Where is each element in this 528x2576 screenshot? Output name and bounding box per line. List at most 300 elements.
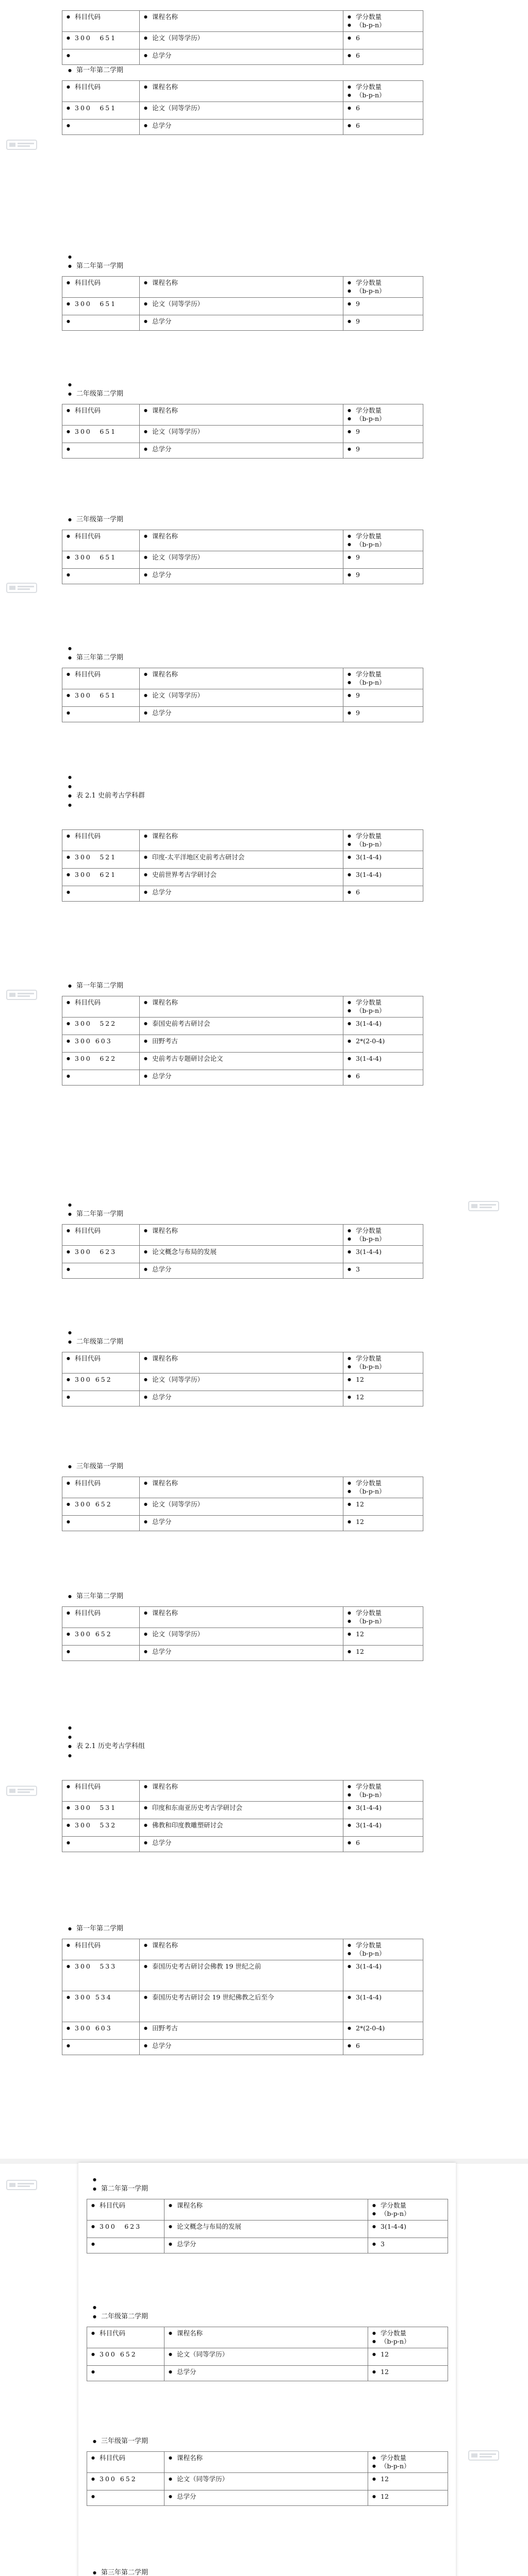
course-credits: ● 3(1-4-4): [343, 1246, 423, 1263]
semester-heading: [87, 2437, 448, 2446]
table-row: [87, 2221, 448, 2238]
total-row: [62, 886, 423, 902]
course-name: ● 泰国历史考古研讨会佛教 19 世纪之前: [140, 1960, 343, 1991]
spacer-bullet: [62, 773, 423, 782]
course-name: ● 论文（同等学历）: [140, 1628, 343, 1646]
course-credits: ● 12: [343, 1391, 423, 1406]
table-row: [62, 32, 423, 49]
course-code: ● 300 603: [62, 2022, 140, 2040]
table-row: [62, 1628, 423, 1646]
credits-header: ● 学分数量 ● （b-p-n）: [343, 668, 423, 689]
course-credits: ● 9: [343, 551, 423, 569]
semester-heading: [62, 66, 423, 75]
credits-header: ● 学分数量 ● （b-p-n）: [343, 404, 423, 426]
semester-title: ● 二年级第二学期: [62, 389, 423, 399]
course-code: ● 300 651: [62, 551, 140, 569]
spacer-bullet: [87, 2175, 448, 2184]
course-credits: ● 3: [343, 1263, 423, 1279]
name-header: ● 课程名称: [140, 530, 343, 551]
semester-section: [62, 1592, 423, 1661]
course-name: ● 史前考古专题研讨会论文: [140, 1053, 343, 1070]
watermark-logo: [6, 139, 37, 150]
course-table: [62, 829, 423, 902]
name-header: ● 课程名称: [140, 1352, 343, 1374]
total-row: [62, 1391, 423, 1406]
semester-heading: [62, 515, 423, 524]
name-header: ● 课程名称: [140, 277, 343, 298]
course-credits: ● 3(1-4-4): [343, 1018, 423, 1035]
code-header: ● 科目代码: [62, 404, 140, 426]
total-row: [62, 2040, 423, 2055]
course-code: ● 300 531: [62, 1802, 140, 1819]
table-row: [62, 1498, 423, 1516]
spacer-bullet: [62, 1723, 423, 1733]
credits-header: ● 学分数量 ● （b-p-n）: [368, 2199, 448, 2221]
semester-heading: [87, 2175, 448, 2194]
course-name: ● 论文（同等学历）: [140, 551, 343, 569]
course-code: ● 300 622: [62, 1053, 140, 1070]
name-header: ● 课程名称: [140, 1781, 343, 1802]
spacer-bullet: [62, 380, 423, 389]
table-row: [62, 1053, 423, 1070]
course-credits: ● 6: [343, 120, 423, 135]
spacer-bullet: [62, 801, 423, 810]
course-code: [62, 1837, 140, 1852]
course-credits: ● 6: [343, 32, 423, 49]
name-header: ● 课程名称: [164, 2452, 368, 2473]
total-label: ● 总学分: [140, 2040, 343, 2055]
semester-heading: [62, 644, 423, 663]
course-code: [62, 886, 140, 902]
course-credits: ● 2*(2-0-4): [343, 1035, 423, 1053]
semester-heading: [87, 2303, 448, 2321]
semester-title: ● 三年级第一学期: [87, 2437, 448, 2446]
course-credits: ● 6: [343, 2040, 423, 2055]
course-table: [62, 1780, 423, 1852]
credits-header: ● 学分数量 ● （b-p-n）: [343, 830, 423, 851]
semester-section: [62, 10, 423, 65]
total-label: ● 总学分: [140, 1646, 343, 1661]
semester-title: ● 第二年第一学期: [87, 2184, 448, 2194]
watermark-logo: [468, 1200, 499, 1212]
semester-heading: [62, 1200, 423, 1219]
course-code: [62, 2040, 140, 2055]
semester-heading: [62, 981, 423, 991]
name-header: ● 课程名称: [164, 2327, 368, 2348]
table-header-row: [62, 1225, 423, 1246]
course-credits: ● 9: [343, 298, 423, 315]
course-table: [62, 1939, 423, 2055]
course-code: [62, 1516, 140, 1531]
table-row: [62, 1035, 423, 1053]
table-header-row: [62, 277, 423, 298]
course-code: ● 300 623: [87, 2221, 164, 2238]
total-row: [62, 443, 423, 459]
course-code: ● 300 534: [62, 1991, 140, 2022]
course-name: ● 印度和东南亚历史考古学研讨会: [140, 1802, 343, 1819]
course-credits: ● 12: [343, 1374, 423, 1391]
table-header-row: [62, 404, 423, 426]
spacer-bullet: [62, 782, 423, 791]
total-row: [62, 1837, 423, 1852]
semester-title: ● 第一年第二学期: [62, 1924, 423, 1934]
course-credits: ● 6: [343, 1837, 423, 1852]
semester-title: ● 第三年第二学期: [87, 2568, 448, 2576]
total-label: ● 总学分: [140, 1391, 343, 1406]
table-header-row: [62, 668, 423, 689]
total-label: ● 总学分: [140, 120, 343, 135]
course-name: ● 论文概念与布局的发展: [164, 2221, 368, 2238]
spacer-bullet: [62, 644, 423, 653]
name-header: ● 课程名称: [140, 996, 343, 1018]
course-code: ● 300 533: [62, 1960, 140, 1991]
watermark-logo: [6, 989, 37, 1001]
semester-title: ● 三年级第一学期: [62, 1462, 423, 1471]
course-credits: ● 3(1-4-4): [343, 1991, 423, 2022]
table-row: [62, 1991, 423, 2022]
course-table: [62, 1606, 423, 1661]
semester-heading: [62, 1592, 423, 1601]
semester-heading: [62, 1924, 423, 1934]
table-row: [62, 298, 423, 315]
table-row: [62, 1374, 423, 1391]
table-row: [62, 1802, 423, 1819]
code-header: ● 科目代码: [62, 1477, 140, 1498]
code-header: ● 科目代码: [62, 81, 140, 102]
total-row: [62, 1070, 423, 1086]
course-credits: ● 12: [343, 1628, 423, 1646]
total-label: ● 总学分: [140, 1837, 343, 1852]
semester-section: [62, 66, 423, 135]
table-header-row: [62, 1781, 423, 1802]
semester-section: [62, 1200, 423, 1279]
code-header: ● 科目代码: [87, 2327, 164, 2348]
total-label: ● 总学分: [140, 1516, 343, 1531]
total-label: ● 总学分: [140, 707, 343, 722]
course-credits: ● 12: [368, 2490, 448, 2506]
spacer-bullet: [62, 252, 423, 262]
course-credits: ● 9: [343, 426, 423, 443]
semester-section: [62, 1780, 423, 1852]
course-credits: ● 3(1-4-4): [343, 1960, 423, 1991]
course-name: ● 论文（同等学历）: [140, 426, 343, 443]
code-header: ● 科目代码: [62, 11, 140, 32]
semester-title: ● 二年级第二学期: [87, 2312, 448, 2321]
course-credits: ● 12: [368, 2348, 448, 2366]
total-row: [87, 2238, 448, 2253]
name-header: ● 课程名称: [140, 1607, 343, 1628]
total-label: ● 总学分: [164, 2238, 368, 2253]
total-row: [62, 707, 423, 722]
total-row: [62, 1646, 423, 1661]
course-credits: ● 9: [343, 443, 423, 459]
table-header-row: [62, 1477, 423, 1498]
total-row: [87, 2366, 448, 2381]
group-caption-block: [62, 773, 423, 810]
credits-header: ● 学分数量 ● （b-p-n）: [343, 996, 423, 1018]
course-table: [62, 668, 423, 722]
course-table: [62, 80, 423, 135]
course-credits: ● 3(1-4-4): [343, 1802, 423, 1819]
table-row: [62, 1819, 423, 1837]
code-header: ● 科目代码: [62, 1939, 140, 1960]
semester-heading: [62, 1328, 423, 1347]
table-header-row: [62, 11, 423, 32]
course-table: [62, 1477, 423, 1531]
total-label: ● 总学分: [140, 443, 343, 459]
table-header-row: [62, 81, 423, 102]
name-header: ● 课程名称: [140, 668, 343, 689]
semester-section: [62, 644, 423, 722]
course-code: [62, 315, 140, 331]
semester-title: ● 二年级第二学期: [62, 1337, 423, 1347]
semester-section: [87, 2437, 448, 2506]
code-header: ● 科目代码: [62, 996, 140, 1018]
table-header-row: [62, 1352, 423, 1374]
course-name: ● 论文（同等学历）: [140, 32, 343, 49]
credits-header: ● 学分数量 ● （b-p-n）: [368, 2452, 448, 2473]
total-label: ● 总学分: [140, 569, 343, 584]
total-label: ● 总学分: [140, 1263, 343, 1279]
watermark-logo: [6, 1785, 37, 1797]
course-credits: ● 9: [343, 315, 423, 331]
table-header-row: [87, 2199, 448, 2221]
name-header: ● 课程名称: [140, 404, 343, 426]
name-header: ● 课程名称: [140, 81, 343, 102]
semester-section: [62, 981, 423, 1086]
table-header-row: [62, 1939, 423, 1960]
name-header: ● 课程名称: [140, 830, 343, 851]
course-code: ● 300 522: [62, 1018, 140, 1035]
course-credits: ● 3: [368, 2238, 448, 2253]
course-credits: ● 6: [343, 49, 423, 65]
course-code: [87, 2490, 164, 2506]
course-code: ● 300 651: [62, 689, 140, 707]
course-name: ● 印度-太平洋地区史前考古研讨会: [140, 851, 343, 869]
semester-title: ● 第三年第二学期: [62, 653, 423, 663]
code-header: ● 科目代码: [62, 830, 140, 851]
table-row: [62, 1246, 423, 1263]
course-name: ● 论文（同等学历）: [164, 2473, 368, 2490]
course-code: ● 300 623: [62, 1246, 140, 1263]
semester-heading: [62, 1462, 423, 1471]
table-row: [62, 426, 423, 443]
table-row: [62, 869, 423, 886]
semester-title: ● 第一年第二学期: [62, 66, 423, 75]
course-name: ● 论文（同等学历）: [140, 1498, 343, 1516]
table-header-row: [62, 996, 423, 1018]
total-label: ● 总学分: [140, 886, 343, 902]
credits-header: ● 学分数量 ● （b-p-n）: [343, 1781, 423, 1802]
course-credits: ● 3(1-4-4): [343, 869, 423, 886]
semester-section: [62, 252, 423, 331]
semester-heading: [62, 252, 423, 271]
semester-section: [62, 380, 423, 459]
course-code: ● 300 651: [62, 298, 140, 315]
credits-header: ● 学分数量 ● （b-p-n）: [343, 1939, 423, 1960]
spacer-bullet: [87, 2303, 448, 2312]
course-credits: ● 12: [343, 1498, 423, 1516]
code-header: ● 科目代码: [87, 2452, 164, 2473]
credits-header: ● 学分数量 ● （b-p-n）: [343, 1352, 423, 1374]
name-header: ● 课程名称: [164, 2199, 368, 2221]
total-label: ● 总学分: [140, 1070, 343, 1086]
course-code: [62, 707, 140, 722]
total-row: [62, 1516, 423, 1531]
course-table: [62, 404, 423, 459]
table-row: [87, 2473, 448, 2490]
course-credits: ● 9: [343, 569, 423, 584]
course-name: ● 泰国史前考古研讨会: [140, 1018, 343, 1035]
course-table: [62, 996, 423, 1086]
course-table: [62, 1224, 423, 1279]
course-credits: ● 3(1-4-4): [343, 1053, 423, 1070]
code-header: ● 科目代码: [62, 1607, 140, 1628]
credits-header: ● 学分数量 ● （b-p-n）: [343, 1607, 423, 1628]
course-code: [87, 2238, 164, 2253]
table-row: [62, 551, 423, 569]
semester-section: [62, 829, 423, 902]
course-name: ● 田野考古: [140, 2022, 343, 2040]
total-row: [62, 120, 423, 135]
semester-section: [87, 2568, 448, 2576]
course-code: ● 300 603: [62, 1035, 140, 1053]
code-header: ● 科目代码: [62, 530, 140, 551]
semester-title: ● 第三年第二学期: [62, 1592, 423, 1601]
group-caption-block: [62, 1723, 423, 1760]
course-code: [62, 443, 140, 459]
course-credits: ● 3(1-4-4): [368, 2221, 448, 2238]
spacer-bullet: [62, 1751, 423, 1760]
course-code: [62, 1646, 140, 1661]
credits-header: ● 学分数量 ● （b-p-n）: [368, 2327, 448, 2348]
watermark-logo: [468, 2450, 499, 2461]
semester-section: [87, 2175, 448, 2253]
course-credits: ● 2*(2-0-4): [343, 2022, 423, 2040]
total-label: ● 总学分: [140, 49, 343, 65]
course-credits: ● 6: [343, 886, 423, 902]
spacer-bullet: [62, 1733, 423, 1742]
total-label: ● 总学分: [164, 2490, 368, 2506]
total-row: [62, 569, 423, 584]
course-credits: ● 3(1-4-4): [343, 1819, 423, 1837]
course-code: [62, 1070, 140, 1086]
table-header-row: [62, 530, 423, 551]
course-credits: ● 12: [368, 2473, 448, 2490]
table-row: [62, 851, 423, 869]
table-row: [62, 102, 423, 120]
semester-section: [62, 1462, 423, 1531]
course-table: [62, 1352, 423, 1406]
course-name: ● 论文（同等学历）: [140, 298, 343, 315]
table-header-row: [87, 2452, 448, 2473]
code-header: ● 科目代码: [87, 2199, 164, 2221]
semester-title: ● 第二年第一学期: [62, 1210, 423, 1219]
course-code: [62, 1391, 140, 1406]
course-credits: ● 3(1-4-4): [343, 851, 423, 869]
total-label: ● 总学分: [140, 315, 343, 331]
spacer-bullet: [62, 1200, 423, 1210]
credits-header: ● 学分数量 ● （b-p-n）: [343, 1225, 423, 1246]
table-header-row: [62, 1607, 423, 1628]
credits-header: ● 学分数量 ● （b-p-n）: [343, 530, 423, 551]
course-code: [87, 2366, 164, 2381]
course-table: [87, 2451, 448, 2506]
course-credits: ● 6: [343, 1070, 423, 1086]
course-code: ● 300 532: [62, 1819, 140, 1837]
course-credits: ● 6: [343, 102, 423, 120]
total-row: [62, 49, 423, 65]
course-code: ● 300 621: [62, 869, 140, 886]
group-caption: ● 表 2.1 史前考古学科群: [62, 791, 423, 801]
course-name: ● 论文（同等学历）: [140, 689, 343, 707]
course-code: [62, 569, 140, 584]
course-name: ● 史前世界考古学研讨会: [140, 869, 343, 886]
course-credits: ● 12: [343, 1646, 423, 1661]
table-row: [62, 1960, 423, 1991]
course-code: ● 300 652: [62, 1628, 140, 1646]
course-code: ● 300 652: [87, 2348, 164, 2366]
course-name: ● 田野考古: [140, 1035, 343, 1053]
semester-title: ● 三年级第一学期: [62, 515, 423, 524]
course-code: [62, 49, 140, 65]
course-code: ● 300 652: [62, 1498, 140, 1516]
course-table: [87, 2199, 448, 2253]
course-code: ● 300 651: [62, 426, 140, 443]
table-header-row: [62, 830, 423, 851]
course-code: [62, 1263, 140, 1279]
semester-title: ● 第二年第一学期: [62, 262, 423, 271]
course-code: [62, 120, 140, 135]
course-code: ● 300 652: [87, 2473, 164, 2490]
table-row: [87, 2348, 448, 2366]
course-credits: ● 12: [368, 2366, 448, 2381]
credits-header: ● 学分数量 ● （b-p-n）: [343, 1477, 423, 1498]
course-table: [87, 2327, 448, 2381]
course-table: [62, 530, 423, 584]
semester-title: ● 第一年第二学期: [62, 981, 423, 991]
semester-section: [62, 515, 423, 584]
code-header: ● 科目代码: [62, 277, 140, 298]
table-row: [62, 1018, 423, 1035]
code-header: ● 科目代码: [62, 668, 140, 689]
course-name: ● 泰国历史考古研讨会 19 世纪佛教之后至今: [140, 1991, 343, 2022]
name-header: ● 课程名称: [140, 11, 343, 32]
name-header: ● 课程名称: [140, 1477, 343, 1498]
total-label: ● 总学分: [164, 2366, 368, 2381]
credits-header: ● 学分数量 ● （b-p-n）: [343, 277, 423, 298]
semester-heading: [87, 2568, 448, 2576]
watermark-logo: [6, 582, 37, 594]
semester-heading: [62, 380, 423, 399]
course-code: ● 300 651: [62, 102, 140, 120]
course-credits: ● 9: [343, 707, 423, 722]
course-credits: ● 12: [343, 1516, 423, 1531]
semester-section: [87, 2303, 448, 2381]
table-row: [62, 2022, 423, 2040]
course-name: ● 论文（同等学历）: [164, 2348, 368, 2366]
course-name: ● 佛教和印度教雕塑研讨会: [140, 1819, 343, 1837]
credits-header: ● 学分数量 ● （b-p-n）: [343, 81, 423, 102]
credits-header: ● 学分数量 ● （b-p-n）: [343, 11, 423, 32]
course-name: ● 论文（同等学历）: [140, 1374, 343, 1391]
course-credits: ● 9: [343, 689, 423, 707]
course-code: ● 300 521: [62, 851, 140, 869]
table-header-row: [87, 2327, 448, 2348]
table-row: [62, 689, 423, 707]
course-code: ● 300 652: [62, 1374, 140, 1391]
course-name: ● 论文概念与布局的发展: [140, 1246, 343, 1263]
